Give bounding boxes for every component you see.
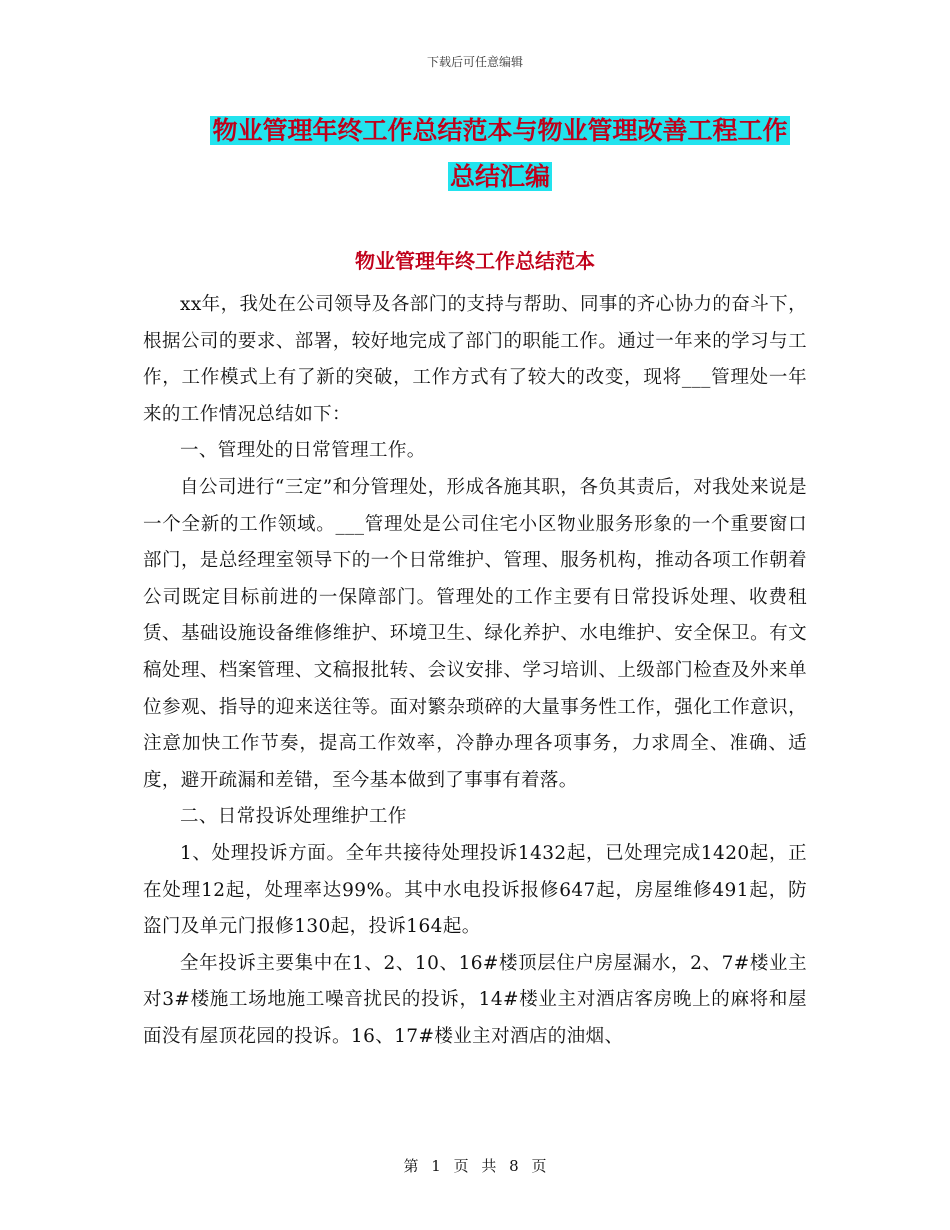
document-title-line-2: 总结汇编 (449, 162, 550, 191)
paragraph-complaints-stats: 1、处理投诉方面。全年共接待处理投诉1432起，已处理完成1420起，正在处理12起，处理率达99%。其中水电投诉报修647起，房屋维修491起，防盗门及单元门报修130起，投诉164起。 (143, 842, 807, 938)
paragraph-intro: xx年，我处在公司领导及各部门的支持与帮助、同事的齐心协力的奋斗下，根据公司的要求、部署，较好地完成了部门的职能工作。通过一年来的学习与工作，工作模式上有了新的突破，工作方式有了较大的改变，现将___管理处一年来的工作情况总结如下： (143, 294, 807, 425)
page-footer: 第 1 页 共 8 页 (403, 1157, 547, 1175)
paragraph-complaints-focus: 全年投诉主要集中在1、2、10、16#楼顶层住户房屋漏水，2、7#楼业主对3#楼施工场地施工噪音扰民的投诉，14#楼业主对酒店客房晚上的麻将和屋面没有屋顶花园的投诉。16、17#楼业主对酒店的油烟、 (143, 952, 807, 1047)
paragraph-heading-2: 二、日常投诉处理维护工作 (180, 806, 407, 828)
document-title-line-1: 物业管理年终工作总结范本与物业管理改善工程工作 (212, 116, 788, 145)
document-body (143, 287, 807, 1055)
paragraph-heading-1: 一、管理处的日常管理工作。 (180, 440, 426, 462)
section-title: 物业管理年终工作总结范本 (355, 249, 595, 273)
paragraph-daily-management: 自公司进行“三定”和分管理处，形成各施其职，各负其责后，对我处来说是一个全新的工作领域。___管理处是公司住宅小区物业服务形象的一个重要窗口部门，是总经理室领导下的一个日常维护、管理、服务机构，推动各项工作朝着公司既定目标前进的一保障部门。管理处的工作主要有日常投诉处理、收费租赁、基础设施设备维修维护、环境卫生、绿化养护、水电维护、安全保卫。有文稿处理、档案管理、文稿报批转、会议安排、学习培训、上级部门检查及外来单位参观、指导的迎来送往等。面对繁杂琐碎的大量事务性工作，强化工作意识，注意加快工作节奏，提高工作效率，冷静办理各项事务，力求周全、准确、适度，避开疏漏和差错，至今基本做到了事事有着落。 (143, 476, 807, 791)
page-header-note: 下载后可任意编辑 (426, 55, 523, 69)
document-title (120, 108, 880, 200)
